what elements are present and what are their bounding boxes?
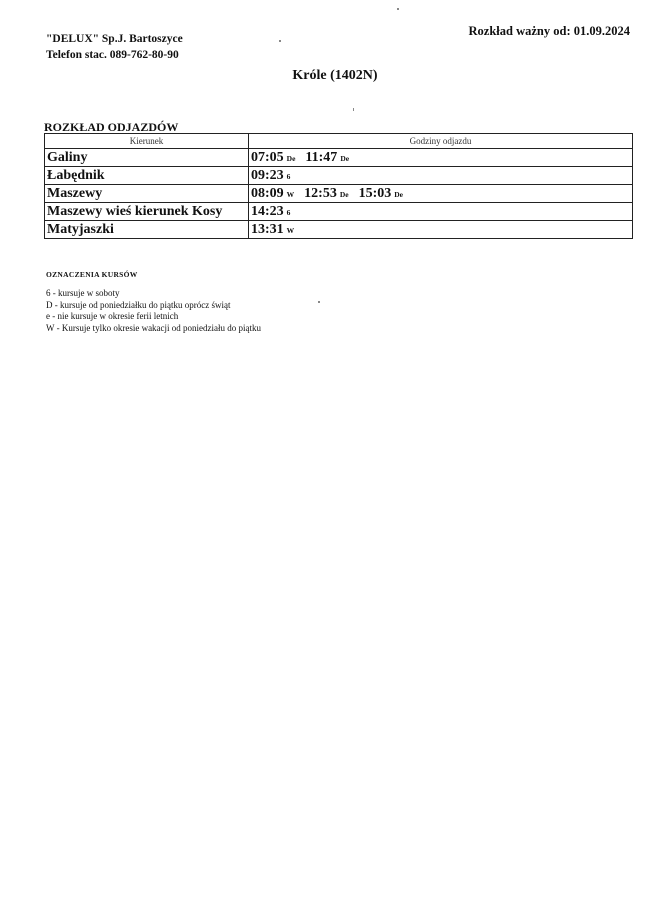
column-header-direction: Kierunek [45,134,249,149]
departure [359,186,403,201]
departure-mark: 6 [286,207,291,217]
legend-item: W - Kursuje tylko okresie wakacji od poniedziału do piątku [46,322,262,333]
valid-from: Rozkład ważny od: 01.09.2024 [468,24,630,38]
direction-cell: Maszewy wieś kierunek Kosy [45,203,249,221]
table-row [45,203,633,221]
column-header-times: Godziny odjazdu [249,134,633,149]
section-title: ROZKŁAD ODJAZDÓW [44,120,179,134]
departure-time: 09:23 [251,167,284,183]
departure-mark: De [339,189,349,199]
departure-time: 15:03 [358,185,392,201]
departure [251,204,290,219]
legend-item: 6 - kursuje w soboty [46,288,120,298]
departure-time: 11:47 [305,149,338,165]
direction-cell: Galiny [45,149,249,167]
direction-cell: Maszewy [45,185,249,203]
departures-cell [249,149,633,167]
scan-speck [353,108,354,111]
company-phone: Telefon stac. 089-762-80-90 [46,49,179,61]
departures-table [44,133,633,239]
departure [251,168,290,183]
departure-time: 14:23 [251,203,284,219]
company-name: "DELUX" Sp.J. Bartoszyce [46,33,183,45]
scan-speck [397,8,399,10]
table-body [45,149,633,239]
table-row [45,149,633,167]
departure-mark: De [394,189,404,199]
departure-time: 12:53 [304,185,337,201]
legend-item: e - nie kursuje w okresie ferii letnich [46,311,179,321]
table-row [45,167,633,185]
table-row [45,185,633,203]
departure-time: 07:05 [251,149,284,165]
scan-speck [279,40,281,42]
departures-cell [249,203,633,221]
departure-mark: W [286,189,295,199]
departure-time: 13:31 [251,221,284,237]
table-row [45,221,633,239]
departures-cell [249,221,633,239]
departures-cell [249,185,633,203]
legend [46,288,261,334]
departure [251,150,295,165]
table-header-row [45,134,633,149]
legend-title: OZNACZENIA KURSÓW [46,270,138,279]
company-info [46,31,183,63]
departure-mark: 6 [286,171,291,181]
departures-cell [249,167,633,185]
departure [305,150,349,165]
direction-cell: Matyjaszki [45,221,249,239]
scan-speck [318,301,320,303]
departure-time: 08:09 [251,185,284,201]
departure-mark: De [286,153,296,163]
departure-mark: De [340,153,350,163]
departure [251,222,294,237]
departure-mark: W [286,225,295,235]
departure [251,186,294,201]
departure [304,186,348,201]
stop-title: Króle (1402N) [292,68,378,83]
legend-item: D - kursuje od poniedziałku do piątku oprócz świąt [46,299,231,310]
direction-cell: Łabędnik [45,167,249,185]
